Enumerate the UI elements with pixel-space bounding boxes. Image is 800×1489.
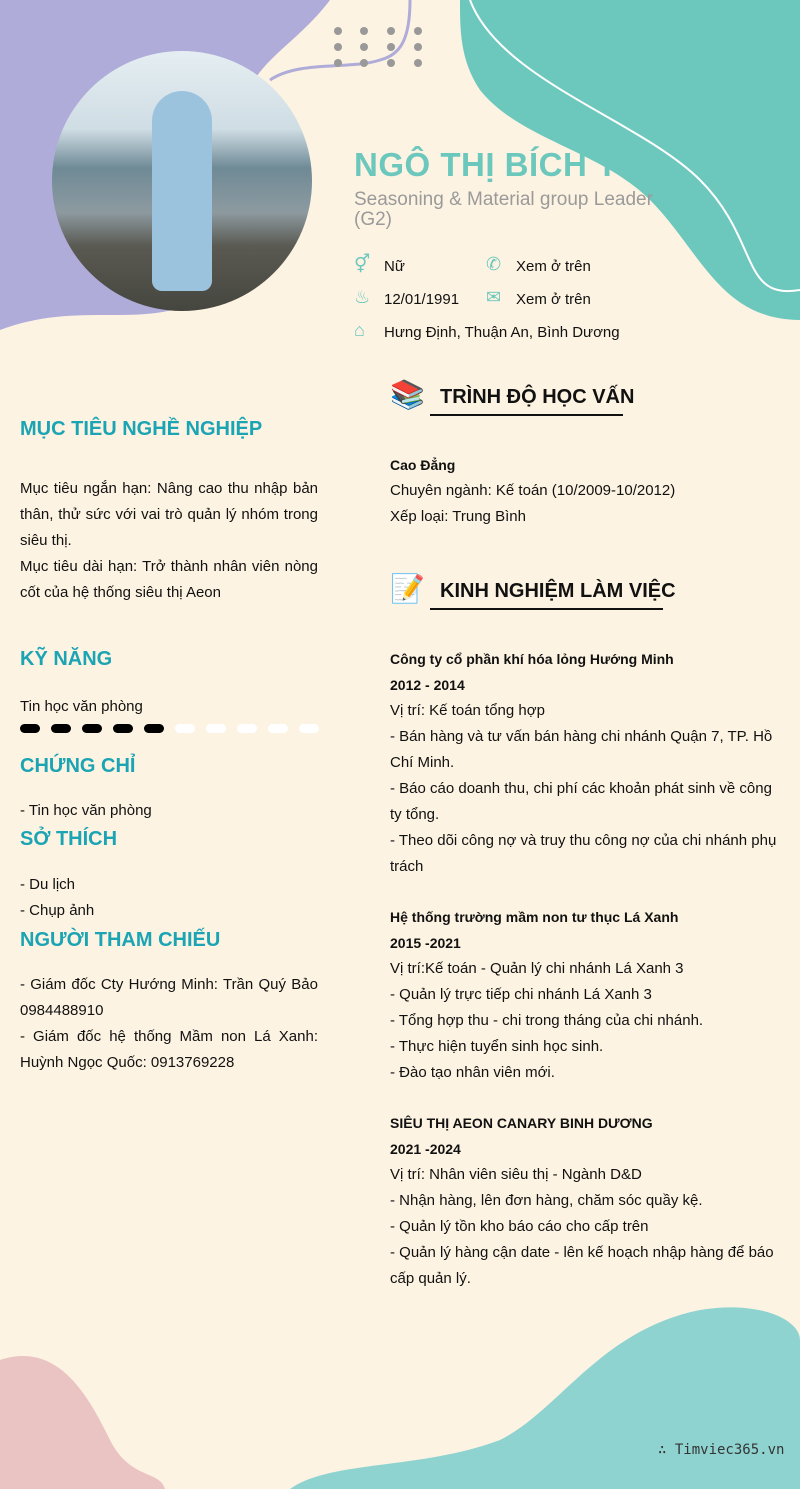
skill-dot-filled	[51, 724, 71, 733]
skill-dot-filled	[82, 724, 102, 733]
address: ⌂ Hưng Định, Thuận An, Bình Dương	[354, 320, 620, 341]
experience-heading: KINH NGHIỆM LÀM VIỆC	[440, 580, 676, 602]
skill-dot-empty	[299, 724, 319, 733]
skill-dot-filled	[20, 724, 40, 733]
job-1: Công ty cổ phần khí hóa lỏng Hướng Minh 2012 - 2014 Vị trí: Kế toán tổng hợp - Bán hàng và tư vấn bán hàng chi nhánh Quận 7, TP. Hồ Chí Minh. - Báo cáo doanh thu, chi phí các khoản phát sinh về công ty tổng. - Theo dõi công nợ và truy thu công nợ của chi nhánh phụ trách	[390, 651, 777, 875]
skill-dot-empty	[175, 724, 195, 733]
references-heading: NGƯỜI THAM CHIẾU	[20, 929, 221, 951]
certificate-item: - Tin học văn phòng	[20, 802, 152, 819]
objective-text: Mục tiêu ngắn hạn: Nâng cao thu nhập bản thân, thử sức với vai trò quản lý nhóm trong siêu thị. Mục tiêu dài hạn: Trở thành nhân viên nòng cốt của hệ thống siêu thị Aeon	[20, 480, 318, 601]
divider	[430, 414, 623, 416]
candidate-name: NGÔ THỊ BÍCH THU	[354, 146, 667, 183]
experience-icon: 📝	[390, 573, 425, 604]
home-icon: ⌂	[354, 320, 365, 340]
hobbies-list: - Du lịch - Chụp ảnh	[20, 876, 95, 919]
skill-dot-empty	[268, 724, 288, 733]
skill-level-bar	[20, 720, 330, 738]
objective-heading: MỤC TIÊU NGHỀ NGHIỆP	[20, 418, 263, 440]
gender: ⚥ Nữ	[354, 254, 405, 275]
job-3: SIÊU THỊ AEON CANARY BINH DƯƠNG 2021 -2024 Vị trí: Nhân viên siêu thị - Ngành D&D - Nhận hàng, lên đơn hàng, chăm sóc quầy kệ. - Quản lý tồn kho báo cáo cho cấp trên - Quản lý hàng cận date - lên kế hoạch nhập hàng để báo cấp quản lý.	[390, 1115, 774, 1287]
skill-dot-empty	[206, 724, 226, 733]
gender-icon: ⚥	[354, 254, 371, 274]
phone-icon: ✆	[486, 254, 502, 274]
education-heading: TRÌNH ĐỘ HỌC VẤN	[440, 386, 635, 408]
envelope-icon: ✉	[486, 287, 502, 307]
cake-icon: ♨	[354, 287, 371, 307]
education-icon: 📚	[390, 379, 425, 410]
skills-heading: KỸ NĂNG	[20, 648, 113, 670]
birthday: ♨ 12/01/1991	[354, 287, 460, 308]
job-2: Hệ thống trường mầm non tư thục Lá Xanh 2015 -2021 Vị trí:Kế toán - Quản lý chi nhánh Lá Xanh 3 - Quản lý trực tiếp chi nhánh Lá Xanh 3 - Tổng hợp thu - chi trong tháng của chi nhánh. - Thực hiện tuyển sinh học sinh. - Đào tạo nhân viên mới.	[390, 909, 704, 1081]
candidate-role: Seasoning & Material group Leader (G2)	[354, 189, 653, 230]
email: ✉ Xem ở trên	[486, 287, 591, 308]
education-details: Cao Đẳng Chuyên ngành: Kế toán (10/2009-10/2012) Xếp loại: Trung Bình	[390, 457, 676, 525]
phone: ✆ Xem ở trên	[486, 254, 591, 275]
divider	[430, 608, 663, 610]
skill-dot-filled	[113, 724, 133, 733]
watermark: ∴ Timviec365.vn	[658, 1442, 785, 1458]
skill-dot-filled	[144, 724, 164, 733]
references-list: - Giám đốc Cty Hướng Minh: Trần Quý Bảo 0984488910 - Giám đốc hệ thống Mầm non Lá Xanh: Huỳnh Ngọc Quốc: 0913769228	[20, 976, 318, 1071]
hobbies-heading: SỞ THÍCH	[20, 828, 118, 850]
avatar-photo	[52, 51, 312, 311]
skill-dot-empty	[237, 724, 257, 733]
certificates-heading: CHỨNG CHỈ	[20, 755, 136, 777]
skill-name: Tin học văn phòng	[20, 698, 143, 715]
